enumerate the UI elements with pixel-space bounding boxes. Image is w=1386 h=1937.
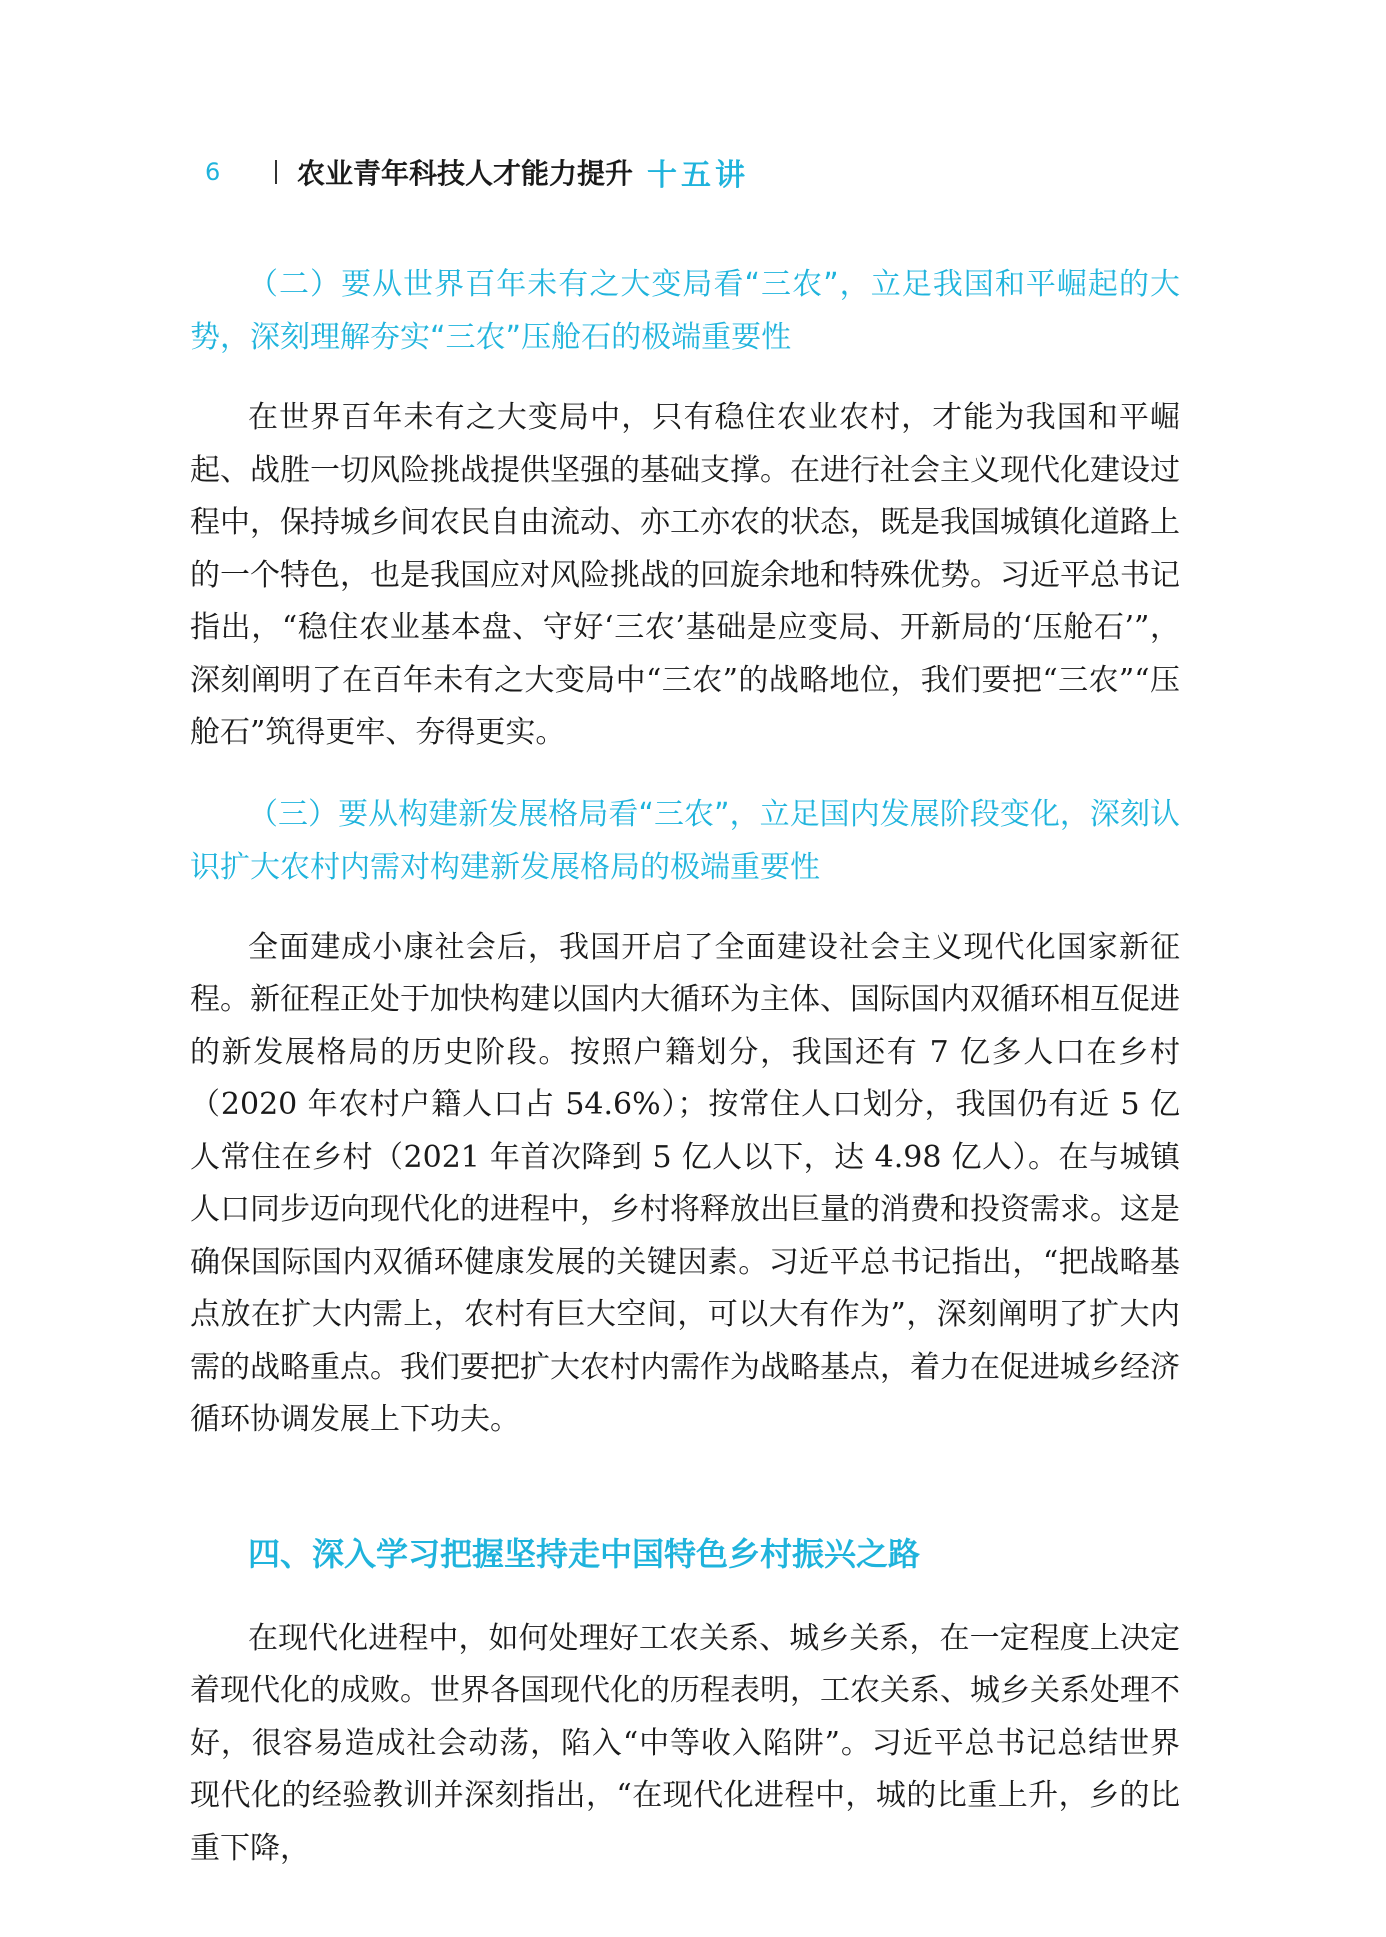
body-paragraph-2: 在世界百年未有之大变局中，只有稳住农业农村，才能为我国和平崛起、战胜一切风险挑战提供坚强的基础支撑。在进行社会主义现代化建设过程中，保持城乡间农民自由流动、亦工亦农的状态，既是我国城镇化道路上的一个特色，也是我国应对风险挑战的回旋余地和特殊优势。习近平总书记指出，“稳住农业基本盘、守好‘三农’基础是应变局、开新局的‘压舱石’”，深刻阐明了在百年未有之大变局中“三农”的战略地位，我们要把“三农”“压舱石”筑得更牢、夯得更实。 (190, 400, 1180, 750)
section-heading-4: 四、深入学习把握坚持走中国特色乡村振兴之路 (248, 1534, 921, 1573)
book-title: 农业青年科技人才能力提升 (297, 157, 634, 190)
subsection-heading-2: （二）要从世界百年未有之大变局看“三农”，立足我国和平崛起的大势，深刻理解夯实“三农”压舱石的极端重要性 (190, 267, 1180, 355)
header-divider (275, 160, 277, 184)
page-number: 6 (205, 158, 221, 186)
book-title-accent: 十五讲 (647, 158, 750, 193)
running-header (205, 152, 749, 192)
subsection-heading-3: （三）要从构建新发展格局看“三农”，立足国内发展阶段变化，深刻认识扩大农村内需对构建新发展格局的极端重要性 (190, 796, 1180, 885)
page-content (190, 258, 1180, 1903)
body-paragraph-4: 在现代化进程中，如何处理好工农关系、城乡关系，在一定程度上决定着现代化的成败。世界各国现代化的历程表明，工农关系、城乡关系处理不好，很容易造成社会动荡，陷入“中等收入陷阱”。习近平总书记总结世界现代化的经验教训并深刻指出，“在现代化进程中，城的比重上升，乡的比重下降， (190, 1620, 1180, 1866)
body-paragraph-3: 全面建成小康社会后，我国开启了全面建设社会主义现代化国家新征程。新征程正处于加快构建以国内大循环为主体、国际国内双循环相互促进的新发展格局的历史阶段。按照户籍划分，我国还有 7 亿多人口在乡村（2020 年农村户籍人口占 54.6%）；按常住人口划分，我国仍有近 5 亿人常住在乡村（2021 年首次降到 5 亿人以下，达 4.98 亿人）。在与城镇人口同步迈向现代化的进程中，乡村将释放出巨量的消费和投资需求。这是确保国际国内双循环健康发展的关键因素。习近平总书记指出，“把战略基点放在扩大内需上，农村有巨大空间，可以大有作为”，深刻阐明了扩大内需的战略重点。我们要把扩大农村内需作为战略基点，着力在促进城乡经济循环协调发展上下功夫。 (190, 929, 1180, 1437)
